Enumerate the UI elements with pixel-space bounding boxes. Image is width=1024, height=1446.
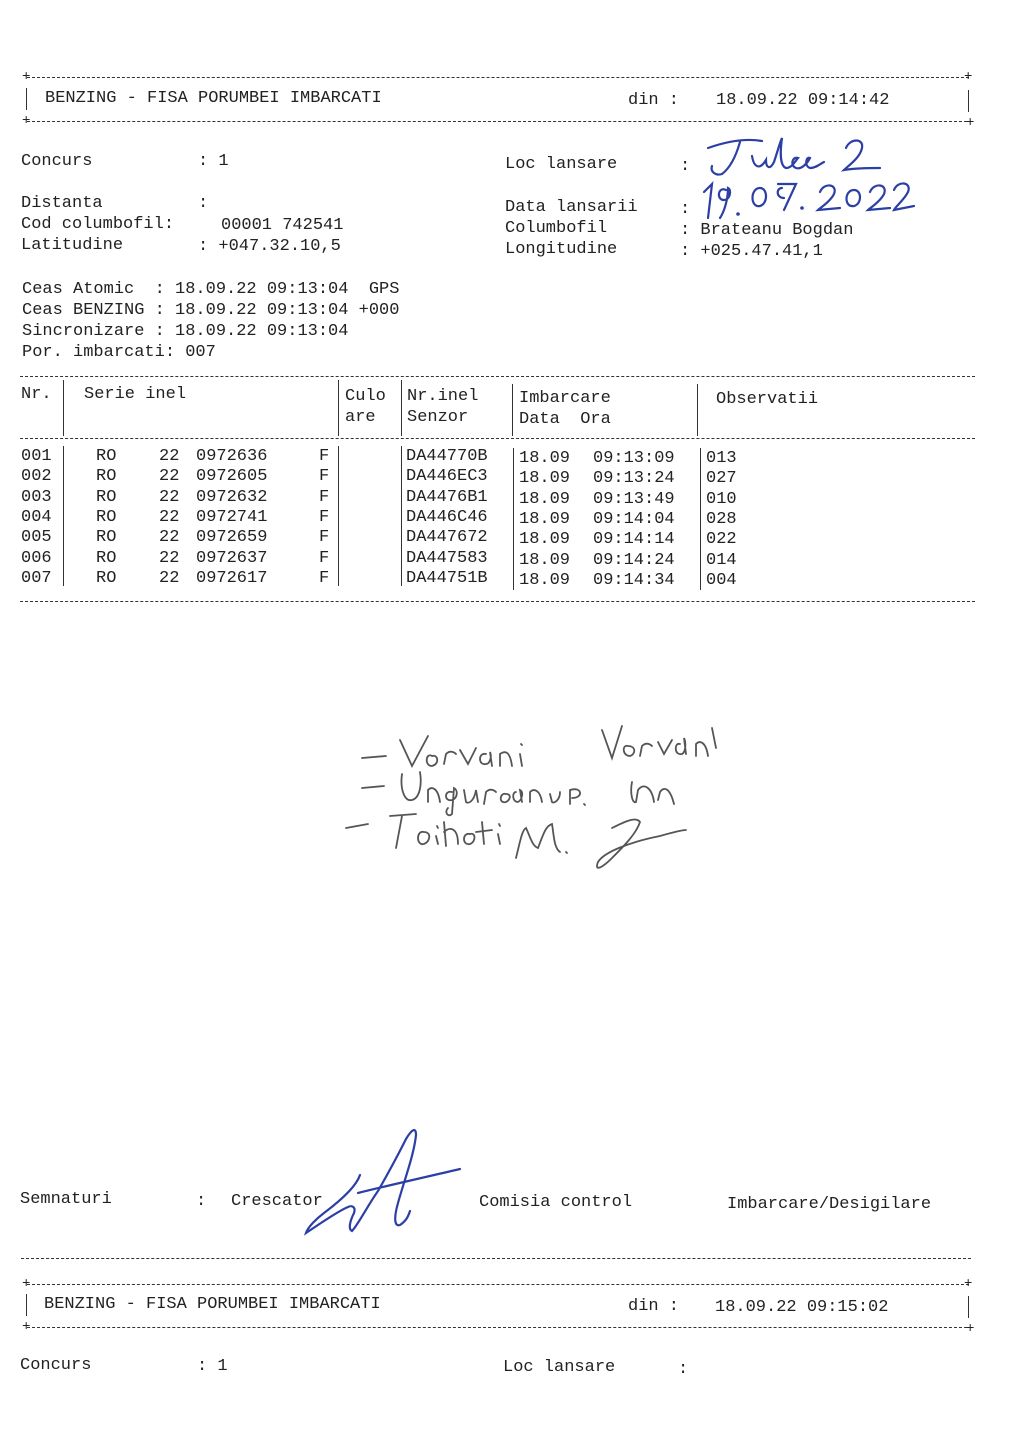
col-sep	[512, 384, 513, 436]
imbarcare-desigilare-label: Imbarcare/Desigilare	[727, 1195, 932, 1214]
cell-nr: 006	[21, 548, 52, 568]
cell-obs: 010	[706, 489, 737, 509]
cod-columbofil-value: 00001 742541	[221, 216, 344, 235]
col-sep	[700, 448, 701, 590]
name-vorvoni	[400, 736, 522, 766]
signature-vorvoni	[602, 726, 716, 758]
longitudine-label: Longitudine	[505, 240, 618, 259]
cell-an: 22	[159, 568, 180, 588]
cell-data: 18.09	[519, 489, 571, 509]
cell-senzor: DA4476B1	[406, 487, 488, 507]
cell-senzor: DA44770B	[406, 447, 488, 466]
cell-inel: 0972617	[196, 568, 268, 588]
col-header-serie: Serie inel	[84, 385, 187, 404]
latitudine-value: : +047.32.10,5	[198, 237, 341, 256]
cell-sex: F	[319, 507, 330, 527]
cell-sex: F	[319, 487, 330, 507]
cell-tara: RO	[96, 548, 117, 568]
cell-sex: F	[319, 467, 330, 487]
cell-nr: 001	[21, 447, 52, 466]
header-title: BENZING - FISA PORUMBEI IMBARCATI	[45, 89, 382, 108]
page-separator-rule	[21, 1258, 971, 1259]
concurs-label: Concurs	[21, 152, 93, 171]
cell-sex: F	[319, 548, 330, 568]
corner-mark: +	[22, 69, 31, 85]
loc-lansare-label: Loc lansare	[505, 155, 618, 174]
ceas-benzing: Ceas BENZING : 18.09.22 09:13:04 +000	[22, 301, 400, 320]
cell-data: 18.09	[519, 469, 571, 489]
col-header-are: are	[345, 408, 376, 427]
cell-ora: 09:14:14	[593, 530, 675, 550]
header-left-bar	[26, 88, 27, 110]
cell-nr: 005	[21, 528, 52, 548]
cell-obs: 004	[706, 570, 737, 590]
cod-columbofil-label: Cod columbofil:	[21, 215, 175, 234]
header-bottom-rule	[27, 121, 972, 122]
cell-senzor: DA44751B	[406, 568, 488, 588]
col-header-nrinel: Nr.inel	[407, 387, 479, 406]
cell-nr: 002	[21, 467, 52, 487]
cell-an: 22	[159, 548, 180, 568]
cell-ora: 09:13:49	[593, 489, 675, 509]
col-sep	[63, 380, 64, 436]
cell-tara: RO	[96, 467, 117, 487]
dash-mark	[362, 756, 386, 758]
cell-tara: RO	[96, 447, 117, 466]
cell-tara: RO	[96, 568, 117, 588]
cell-an: 22	[159, 447, 180, 466]
cell-nr: 003	[21, 487, 52, 507]
second-header-left-bar	[26, 1294, 27, 1316]
header-din-label: din :	[628, 91, 680, 110]
col-sep	[697, 384, 698, 436]
crescator-signature	[298, 1125, 468, 1240]
corner-mark: +	[966, 115, 975, 131]
loc-lansare-colon: :	[680, 157, 691, 176]
col-sep	[401, 380, 402, 436]
table-header-rule	[20, 438, 975, 439]
cell-data: 18.09	[519, 449, 571, 468]
ceas-atomic: Ceas Atomic : 18.09.22 09:13:04 GPS	[22, 280, 400, 299]
second-header-top-rule	[27, 1284, 969, 1285]
col-header-senzor: Senzor	[407, 408, 469, 427]
cell-sex: F	[319, 447, 330, 466]
comisia-control-label: Comisia control	[479, 1193, 633, 1212]
cell-senzor: DA447583	[406, 548, 488, 568]
latitudine-label: Latitudine	[21, 236, 124, 255]
second-loc-lansare-colon: :	[678, 1360, 689, 1379]
table-top-rule	[20, 376, 975, 377]
corner-mark: +	[22, 113, 31, 129]
data-lansarii-label: Data lansarii	[505, 198, 638, 217]
cell-obs: 027	[706, 469, 737, 489]
cell-senzor: DA447672	[406, 528, 488, 548]
cell-data: 18.09	[519, 570, 571, 590]
distanta-label: Distanta	[21, 194, 103, 213]
col-sep	[338, 446, 339, 586]
cell-inel: 0972659	[196, 528, 268, 548]
cell-inel: 0972632	[196, 487, 268, 507]
crescator-label: Crescator	[231, 1192, 323, 1211]
columbofil-value: : Brateanu Bogdan	[680, 221, 854, 240]
header-right-bar	[968, 90, 969, 112]
data-lansarii-colon: :	[680, 200, 691, 219]
sincronizare: Sincronizare : 18.09.22 09:13:04	[22, 322, 349, 341]
cell-senzor: DA446EC3	[406, 467, 488, 487]
corner-mark: +	[22, 1319, 31, 1335]
second-header-title: BENZING - FISA PORUMBEI IMBARCATI	[44, 1295, 381, 1314]
semnaturi-label: Semnaturi	[20, 1190, 112, 1209]
cell-obs: 014	[706, 550, 737, 570]
cell-tara: RO	[96, 487, 117, 507]
data-lansarii-handwritten	[698, 174, 918, 224]
distanta-value: :	[198, 194, 209, 213]
second-header-timestamp: 18.09.22 09:15:02	[715, 1298, 889, 1317]
col-header-data-ora: Data Ora	[519, 410, 611, 429]
cell-data: 18.09	[519, 550, 571, 570]
cell-tara: RO	[96, 528, 117, 548]
col-header-observatii: Observatii	[716, 390, 819, 409]
cell-obs: 013	[706, 449, 737, 468]
longitudine-value: : +025.47.41,1	[680, 242, 823, 261]
columbofil-label: Columbofil	[505, 219, 608, 238]
second-concurs-value: : 1	[197, 1357, 228, 1376]
col-sep	[338, 380, 339, 436]
por-imbarcati: Por. imbarcati: 007	[22, 343, 216, 362]
cell-sex: F	[319, 568, 330, 588]
cell-an: 22	[159, 507, 180, 527]
signature-toinoti	[597, 820, 686, 868]
cell-nr: 004	[21, 507, 52, 527]
cell-tara: RO	[96, 507, 117, 527]
corner-mark: +	[964, 69, 973, 85]
table-bottom-rule	[20, 601, 975, 602]
second-header-right-bar	[968, 1296, 969, 1318]
second-loc-lansare-label: Loc lansare	[503, 1358, 616, 1377]
col-sep	[63, 446, 64, 586]
cell-ora: 09:13:24	[593, 469, 675, 489]
cell-inel: 0972637	[196, 548, 268, 568]
semnaturi-colon: :	[196, 1192, 207, 1211]
corner-mark: +	[966, 1321, 975, 1337]
corner-mark: +	[22, 1276, 31, 1292]
cell-ora: 09:13:09	[593, 449, 675, 468]
dash-mark	[362, 786, 384, 788]
cell-ora: 09:14:04	[593, 509, 675, 529]
second-header-bottom-rule	[27, 1327, 972, 1328]
cell-obs: 022	[706, 530, 737, 550]
header-timestamp: 18.09.22 09:14:42	[716, 91, 890, 110]
cell-an: 22	[159, 487, 180, 507]
second-header-din-label: din :	[628, 1297, 680, 1316]
signature-ungureanu	[631, 782, 674, 804]
cell-an: 22	[159, 467, 180, 487]
cell-senzor: DA446C46	[406, 507, 488, 527]
dash-mark	[346, 824, 368, 828]
col-header-nr: Nr.	[21, 385, 52, 404]
col-header-culo: Culo	[345, 387, 386, 406]
concurs-value: : 1	[198, 152, 229, 171]
handwritten-names	[340, 712, 740, 882]
corner-mark: +	[964, 1276, 973, 1292]
name-toinoti	[390, 814, 500, 848]
col-sep	[401, 446, 402, 586]
cell-an: 22	[159, 528, 180, 548]
second-concurs-label: Concurs	[20, 1356, 92, 1375]
cell-ora: 09:14:24	[593, 550, 675, 570]
cell-obs: 028	[706, 509, 737, 529]
name-initial-m	[516, 824, 567, 858]
col-header-imbarcare: Imbarcare	[519, 389, 611, 408]
cell-sex: F	[319, 528, 330, 548]
cell-data: 18.09	[519, 530, 571, 550]
cell-inel: 0972636	[196, 447, 268, 466]
cell-ora: 09:14:34	[593, 570, 675, 590]
cell-inel: 0972605	[196, 467, 268, 487]
col-sep	[513, 448, 514, 590]
cell-inel: 0972741	[196, 507, 268, 527]
cell-data: 18.09	[519, 509, 571, 529]
cell-nr: 007	[21, 568, 52, 588]
header-top-rule	[27, 77, 969, 78]
name-ungureanu	[401, 772, 585, 815]
